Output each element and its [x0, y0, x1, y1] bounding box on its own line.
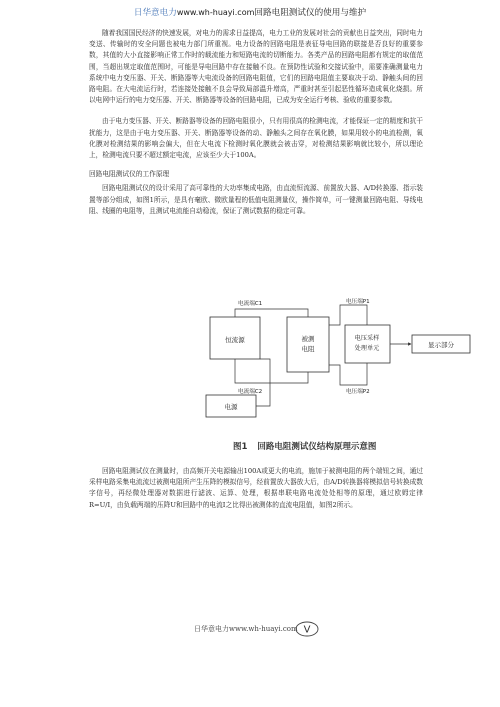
tested-resistor-label-1: 被测: [301, 335, 315, 343]
constant-current-label: 恒流源: [225, 336, 245, 344]
p1-label: 电压端P1: [346, 299, 370, 305]
page-footer: [194, 621, 334, 639]
header-brand: 日华意电力: [133, 8, 177, 18]
page-header: [0, 6, 500, 18]
footer-text: 日华意电力www.wh-huayi.com: [194, 625, 298, 633]
figure-caption: [233, 440, 376, 452]
header-url: www.wh-huayi.com: [176, 8, 255, 17]
paragraph-principle: 回路电阻测试仪的设计采用了高可靠性的大功率集成电路，由直流恒流源、前置放大器、A/D转换器、指示装置等部分组成，如图1所示，是具有毫欧、微欧量程的低值电阻测量仪，操作简单，可一键测量回路电阻、导线电阻、线圈的电阻等，且测试电流能自动稳流，保证了测试数据的稳定可靠。: [89, 184, 423, 215]
display-label: 显示部分: [428, 341, 454, 349]
c1-label: 电流端C1: [238, 301, 263, 307]
sampling-unit-box: [345, 325, 390, 363]
figure-number: 图1: [233, 442, 248, 452]
tested-resistor-label-2: 电阻: [301, 345, 315, 353]
paragraph-current: 由于电力变压器、开关、断路器等设备的回路电阻很小，只有用很高的检测电流，才能保证一定的精度和抗干扰能力，这是由于电力变压器、开关、断路器等设备的动、静触头之间存在氧化膜，如果用较小的电流检测，氧化膜对检测结果的影响会偏大，但在大电流下检测时氧化膜就会被击穿，对检测结果影响就比较小，所以理论上，检测电流只要不超过额定电流，应该至少大于100A。: [89, 117, 423, 160]
sampling-unit-label-1: 电压采样: [354, 335, 380, 342]
svg-text:V: V: [303, 624, 311, 636]
structure-diagram: [200, 295, 480, 445]
article-body-2: [89, 466, 423, 511]
section-heading: 回路电阻测试仪的工作原理: [89, 170, 170, 179]
brand-logo-icon: [294, 621, 320, 637]
paragraph-measurement: 回路电阻测试仪在测量时，由高频开关电源输出100A或更大的电流，施加于被测电阻的两个端钮之间，通过采样电路采集电流流过被测电阻所产生压降的模拟信号，经前置放大器放大后，由A/D转换器将模拟信号转换成数字信号，再经微处理器对数据进行滤波、运算、处理，根据串联电路电流处处相等的原理，通过欧姆定律R=U/I，由负载两端的压降U和回路中的电流I之比得出被测体的直流电阻值，如图2所示。: [89, 467, 423, 509]
header-title: 回路电阻测试仪的使用与维护: [254, 8, 367, 18]
c2-label: 电流端C2: [238, 389, 263, 395]
p2-label: 电压端P2: [346, 389, 370, 395]
figure-title: 回路电阻测试仪结构原理示意图: [257, 442, 377, 452]
sampling-unit-label-2: 处理单元: [354, 345, 380, 352]
paragraph-intro: 随着我国国民经济的快速发展，对电力的需求日益提高，电力工业的发展对社会的贡献也日益突出，同时电力变送、传输时的安全问题也被电力部门所重视。电力设备的回路电阻是表征导电回路的联接是否良好的重要参数，其值的大小直接影响正常工作时的载流能力和短路电流的切断能力。各类产品的回路电阻都有规定的取值范围，当超出规定取值范围时，可能是导电回路中存在接触不良。在预防性试验和交接试验中，需要准确测量电力系统中电力变压器、开关、断路器等大电流设备的回路电阻值，它们的回路电阻值主要取决于动、静触头间的回路电阻。在大电流运行时，若连接处接触不良会导致局部温升增高，严重时甚至引起恶性循环造成氧化烧损。所以电网中运行的电力变压器、开关、断路器等设备的回路电阻，已成为安全运行考核、验收的重要参数。: [89, 29, 423, 105]
power-label: 电源: [224, 403, 238, 411]
article-body: [89, 28, 423, 217]
